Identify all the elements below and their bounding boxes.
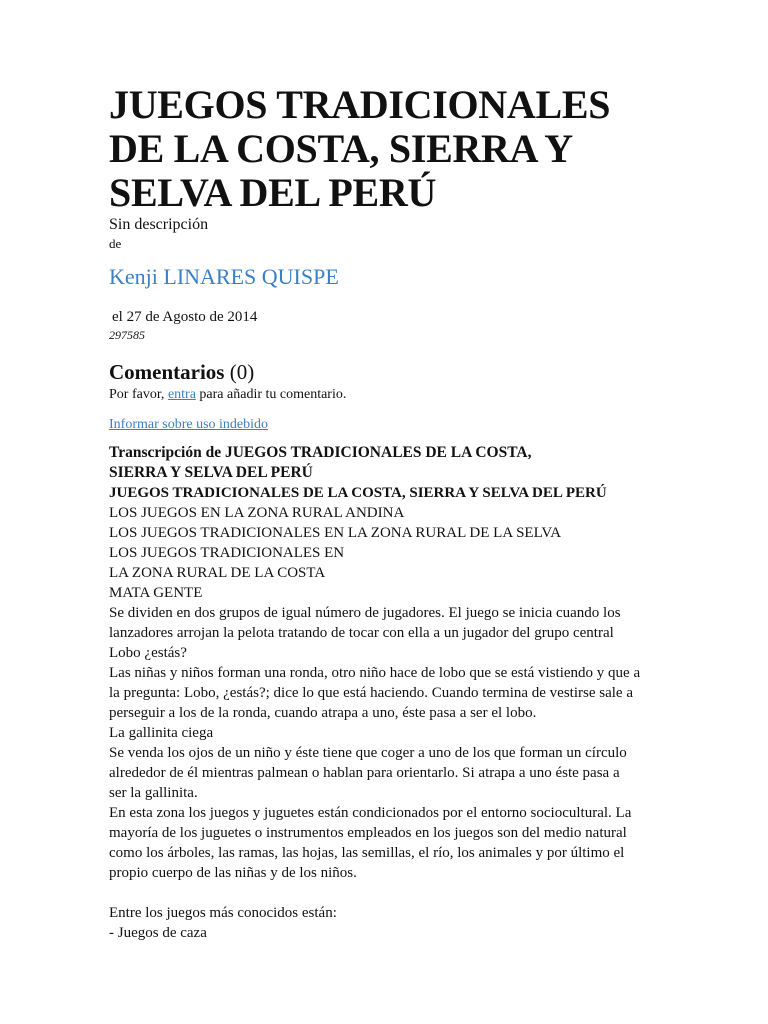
transcript-line: Se dividen en dos grupos de igual número de jugadores. El juego se inicia cuando los: [109, 605, 621, 621]
transcript-line: MATA GENTE: [109, 585, 203, 601]
transcript-line: como los árboles, las ramas, las hojas, las semillas, el río, los animales y por último el: [109, 845, 625, 861]
transcript-line: la pregunta: Lobo, ¿estás?; dice lo que está haciendo. Cuando termina de vestirse sale a: [109, 685, 633, 701]
transcript-line: LOS JUEGOS EN LA ZONA RURAL ANDINA: [109, 505, 405, 521]
description: Sin descripción: [109, 216, 209, 233]
transcript-line: Entre los juegos más conocidos están:: [109, 905, 337, 921]
view-count: 297585: [109, 328, 145, 342]
login-suffix: para añadir tu comentario.: [195, 387, 347, 402]
author-link[interactable]: Kenji LINARES QUISPE: [109, 264, 339, 289]
comments-heading: [109, 359, 668, 385]
comments-count: (0): [229, 360, 255, 384]
transcript-line: Lobo ¿estás?: [109, 645, 187, 661]
comments-label: Comentarios: [109, 360, 225, 384]
transcript-line: LOS JUEGOS TRADICIONALES EN LA ZONA RURAL DE LA SELVA: [109, 525, 562, 541]
transcript-line: La gallinita ciega: [109, 725, 214, 741]
transcript-line: Se venda los ojos de un niño y éste tiene que coger a uno de los que forman un círculo: [109, 745, 627, 761]
transcript-line: propio cuerpo de las niñas y de los niños.: [109, 865, 357, 881]
transcript-line: ser la gallinita.: [109, 785, 198, 801]
transcript-line: LOS JUEGOS TRADICIONALES EN: [109, 545, 345, 561]
login-prefix: Por favor,: [109, 387, 168, 402]
report-abuse-link[interactable]: Informar sobre uso indebido: [109, 417, 269, 432]
transcript-line: En esta zona los juegos y juguetes están condicionados por el entorno sociocultural. La: [109, 805, 632, 821]
transcript-blank-line: [109, 883, 668, 903]
transcript-heading-line2: SIERRA Y SELVA DEL PERÚ: [109, 464, 313, 481]
publish-date: el 27 de Agosto de 2014: [112, 309, 258, 325]
transcript-line: Las niñas y niños forman una ronda, otro niño hace de lobo que se está vistiendo y que a: [109, 665, 641, 681]
transcript-line: mayoría de los juguetes o instrumentos empleados en los juegos son del medio natural: [109, 825, 627, 841]
transcript-line: lanzadores arrojan la pelota tratando de tocar con ella a un jugador del grupo central: [109, 625, 614, 641]
page-title: JUEGOS TRADICIONALES DE LA COSTA, SIERRA Y SELVA DEL PERÚ: [109, 82, 611, 215]
transcript-line: - Juegos de caza: [109, 925, 207, 941]
transcript-heading-line1: Transcripción de JUEGOS TRADICIONALES DE LA COSTA,: [109, 444, 532, 461]
transcript-heading: [109, 443, 668, 483]
login-link[interactable]: entra: [167, 387, 196, 402]
by-label: de: [109, 236, 122, 251]
transcript-line: LA ZONA RURAL DE LA COSTA: [109, 565, 326, 581]
transcript-line: alrededor de él mientras palmean o hablan para orientarlo. Si atrapa a uno éste pasa a: [109, 765, 620, 781]
transcript-title-line: JUEGOS TRADICIONALES DE LA COSTA, SIERRA Y SELVA DEL PERÚ: [109, 485, 607, 501]
login-prompt: [109, 385, 668, 405]
transcript-body: [109, 483, 668, 943]
transcript-line: perseguir a los de la ronda, cuando atrapa a uno, éste pasa a ser el lobo.: [109, 705, 537, 721]
